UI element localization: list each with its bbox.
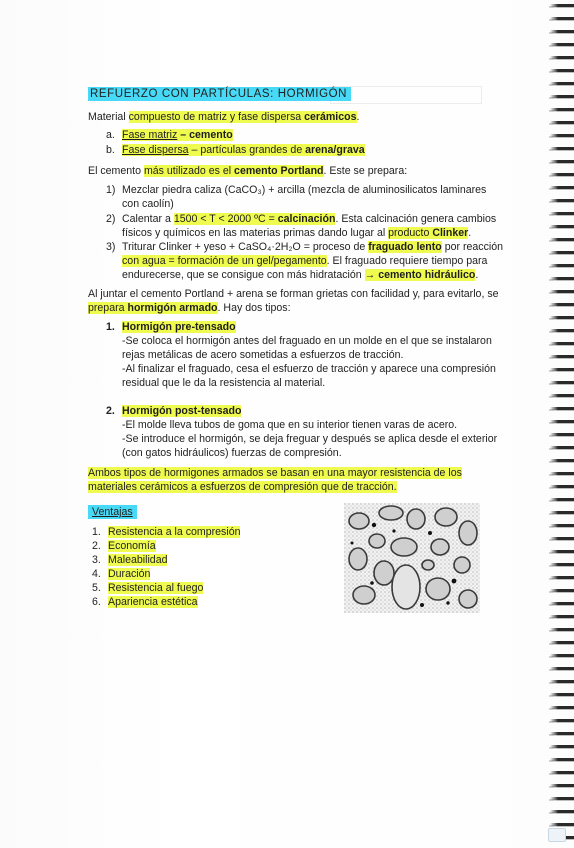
step-2-line2 [122, 226, 471, 240]
step-text: . Esta calcinación genera cambios [335, 213, 497, 225]
type-name: Hormigón pre-tensado [122, 321, 236, 333]
step-hl: producto [388, 227, 433, 239]
step-bold: fraguado lento [368, 241, 442, 253]
intro-post: . [356, 111, 360, 123]
type-number: 2. [106, 405, 115, 417]
type-2-line: -Se introduce el hormigón, se deja freguar y después se aplica desde el exterior [122, 433, 498, 445]
summary-hl: Ambos tipos de hormigones armados se basan en una mayor resistencia de los [88, 467, 462, 479]
portland-pre: prepara [88, 302, 128, 314]
cement-hl: más utilizado es el [143, 165, 235, 177]
ventaja-text: Maleabilidad [108, 554, 168, 566]
step-number: 3) [106, 241, 116, 253]
portland-hl [88, 302, 218, 314]
type-2-line: -El molde lleva tubos de goma que en su interior tienen varas de acero. [122, 419, 458, 431]
step-bold: calcinación [277, 213, 336, 225]
ventaja-item [92, 595, 198, 609]
camera-icon [548, 828, 566, 842]
type-2-heading [106, 404, 241, 418]
type-1-line: rejas metálicas de acero sometidas a esfuerzos de tracción. [122, 349, 404, 361]
ventajas-heading: Ventajas [88, 505, 137, 519]
type-1-line: residual que le da la resistencia al material. [122, 377, 326, 389]
portland-line1: Al juntar el cemento Portland + arena se forman grietas con facilidad y, para evitarlo, se [88, 288, 499, 300]
type-1-line: -Se coloca el hormigón antes del fraguado en un molde en el que se instalaron [122, 335, 492, 347]
step-3-line1 [106, 240, 503, 254]
ventaja-item [92, 581, 203, 595]
portland-line2 [88, 301, 291, 315]
ventaja-number: 3. [92, 554, 101, 566]
step-text: Mezclar piedra caliza (CaCO₃) + arcilla (mezcla de aluminosilicatos laminares [122, 184, 487, 196]
type-2-line: (con gatos hidráulicos) fuerzas de compresión. [122, 447, 342, 459]
phase-rest: – partículas grandes de [188, 144, 306, 156]
step-3-line3 [122, 268, 478, 282]
intro-bold: cerámicos [304, 111, 357, 123]
step-text: Calentar a [122, 213, 174, 225]
step-text: . El fraguado requiere tiempo para [326, 255, 488, 267]
type-1-line: -Al finalizar el fraguado, cesa el esfuerzo de tracción y aparece una compresión [122, 363, 496, 375]
summary-line1 [88, 466, 462, 480]
arrow-text: → [364, 269, 379, 281]
intro-hl-text: compuesto de matriz y fase dispersa [128, 111, 305, 123]
phase-marker: a. [106, 129, 115, 141]
step-3-line2 [122, 254, 487, 268]
step-number: 1) [106, 184, 116, 196]
step-hl: con agua = formación de un gel/pegamento [122, 255, 327, 267]
summary-line2 [88, 480, 397, 494]
intro-highlight [129, 111, 357, 123]
portland-post: . Hay dos tipos: [217, 302, 291, 314]
step-text: Triturar Clinker + yeso + CaSO₄·2H₂O = proceso de [122, 241, 369, 253]
type-name: Hormigón post-tensado [122, 405, 242, 417]
spiral-binding [550, 0, 574, 848]
phase-marker: b. [106, 144, 115, 156]
cement-bold: cemento Portland [234, 165, 324, 177]
ventaja-text: Duración [108, 568, 151, 580]
ventaja-text: Apariencia estética [108, 596, 198, 608]
ventaja-number: 6. [92, 596, 101, 608]
ventaja-number: 1. [92, 526, 101, 538]
cement-post: . Este se prepara: [323, 165, 408, 177]
ventaja-item [92, 553, 167, 567]
page-title: REFUERZO CON PARTÍCULAS: HORMIGÓN [88, 87, 351, 101]
step-number: 2) [106, 213, 116, 225]
ventaja-number: 5. [92, 582, 101, 594]
type-number: 1. [106, 321, 115, 333]
ventaja-number: 4. [92, 568, 101, 580]
step-hl-group [364, 269, 479, 281]
concrete-aggregate-photo [344, 503, 480, 613]
type-1-heading [106, 320, 236, 334]
faint-bleed-box [330, 86, 482, 104]
step-1-line2: con caolín) [122, 198, 174, 210]
phase-name: Fase matriz [122, 129, 178, 141]
phase-item [106, 128, 233, 142]
portland-bold: hormigón armado [127, 302, 218, 314]
intro-pre: Material [88, 111, 129, 123]
step-text: endurecerse, que se consigue con más hidratación [122, 269, 365, 281]
ventaja-text: Resistencia a la compresión [108, 526, 241, 538]
intro-line [88, 110, 359, 124]
ventaja-number: 2. [92, 540, 101, 552]
step-bold: cemento hidráulico [378, 269, 476, 281]
step-bold: Clinker [432, 227, 469, 239]
step-text: físicos y químicos en las materias primas dando lugar al [122, 227, 389, 239]
summary-hl: materiales cerámicos a esfuerzos de compresión que de tracción. [88, 481, 397, 493]
step-text: . [468, 227, 472, 239]
ventaja-item [92, 539, 156, 553]
step-2-line1 [106, 212, 496, 226]
step-text: . [475, 269, 479, 281]
phase-name: Fase dispersa [122, 144, 189, 156]
ventaja-text: Economía [108, 540, 156, 552]
cement-line [88, 164, 407, 178]
step-1-line1 [106, 183, 486, 197]
ventaja-text: Resistencia al fuego [108, 582, 204, 594]
phase-item [106, 143, 365, 157]
phase-highlight [122, 129, 233, 141]
ventaja-item [92, 567, 150, 581]
cement-pre: El cemento [88, 165, 144, 177]
phase-bold: cemento [189, 129, 233, 141]
phase-bold: arena/grava [305, 144, 365, 156]
step-hl: 1500 < T < 2000 ºC = [173, 213, 278, 225]
phase-sep: – [177, 129, 190, 141]
ventaja-item [92, 525, 240, 539]
step-text: por reacción [441, 241, 504, 253]
